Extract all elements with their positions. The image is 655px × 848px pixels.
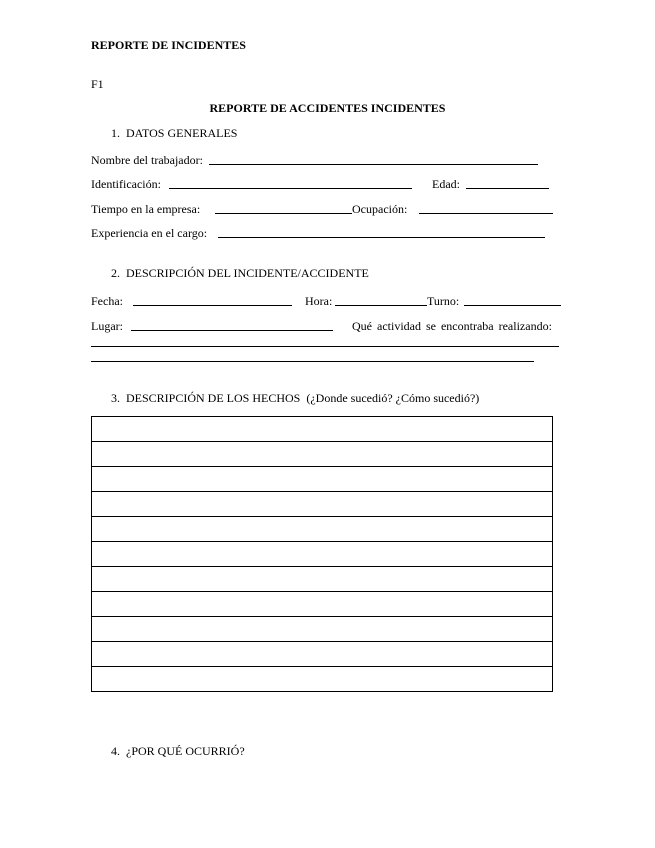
edad-label: Edad: <box>432 177 460 191</box>
actividad-field-line-2[interactable] <box>91 361 534 362</box>
hechos-table <box>91 416 553 692</box>
actividad-field-line-1[interactable] <box>91 346 559 347</box>
tiempo-label: Tiempo en la empresa: <box>91 202 201 216</box>
fecha-field[interactable] <box>133 305 292 306</box>
table-row[interactable] <box>92 592 552 617</box>
document-title: REPORTE DE INCIDENTES <box>91 38 246 52</box>
table-row[interactable] <box>92 567 552 592</box>
section-4-heading: 4. ¿POR QUÉ OCURRIÓ? <box>111 744 245 758</box>
table-row[interactable] <box>92 467 552 492</box>
nombre-label: Nombre del trabajador: <box>91 153 203 167</box>
section-1-heading: 1. DATOS GENERALES <box>111 126 238 140</box>
table-row[interactable] <box>92 667 552 692</box>
form-code: F1 <box>91 77 104 91</box>
edad-field[interactable] <box>466 188 549 189</box>
table-row[interactable] <box>92 492 552 517</box>
table-row[interactable] <box>92 617 552 642</box>
hora-label: Hora: <box>305 294 333 308</box>
fecha-label: Fecha: <box>91 294 123 308</box>
turno-label: Turno: <box>427 294 460 308</box>
identificacion-label: Identificación: <box>91 177 161 191</box>
table-row[interactable] <box>92 517 552 542</box>
section-3-heading: 3. DESCRIPCIÓN DE LOS HECHOS (¿Donde sucedió? ¿Cómo sucedió?) <box>111 391 480 405</box>
form-title: REPORTE DE ACCIDENTES INCIDENTES <box>209 101 446 115</box>
section-2-heading: 2. DESCRIPCIÓN DEL INCIDENTE/ACCIDENTE <box>111 266 369 280</box>
experiencia-field[interactable] <box>218 237 545 238</box>
lugar-label: Lugar: <box>91 319 123 333</box>
nombre-field[interactable] <box>209 164 538 165</box>
experiencia-label: Experiencia en el cargo: <box>91 226 208 240</box>
turno-field[interactable] <box>464 305 561 306</box>
ocupacion-label: Ocupación: <box>352 202 408 216</box>
hora-field[interactable] <box>335 305 427 306</box>
table-row[interactable] <box>92 442 552 467</box>
tiempo-field[interactable] <box>215 213 352 214</box>
actividad-label: Qué actividad se encontraba realizando: <box>352 319 552 333</box>
table-row[interactable] <box>92 542 552 567</box>
identificacion-field[interactable] <box>169 188 412 189</box>
table-row[interactable] <box>92 417 552 442</box>
table-row[interactable] <box>92 642 552 667</box>
lugar-field[interactable] <box>131 330 333 331</box>
ocupacion-field[interactable] <box>419 213 553 214</box>
